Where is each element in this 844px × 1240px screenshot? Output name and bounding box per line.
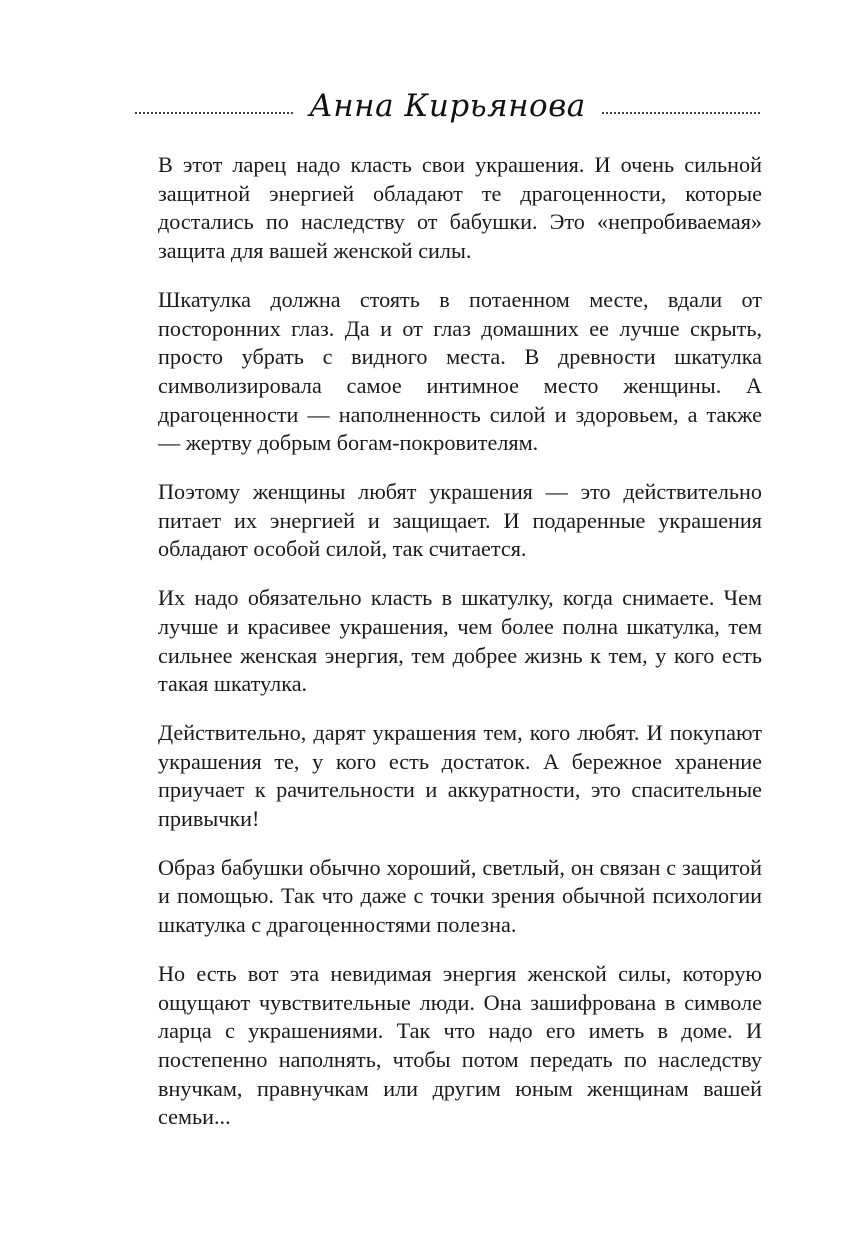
paragraph: Действительно, дарят украшения тем, кого любят. И покупают украшения те, у кого есть достаток. А бережное хранение приучает к рачительности и аккуратности, это спасительные привычки! bbox=[158, 719, 762, 832]
paragraph: Поэтому женщины любят украшения — это действительно питает их энергией и защищает. И подаренные украшения обладают особой силой, так считается. bbox=[158, 479, 762, 562]
running-header bbox=[135, 82, 760, 130]
header-rule-right bbox=[602, 112, 760, 114]
paragraph: В этот ларец надо класть свои украшения. И очень сильной защитной энергией обладают те драгоценности, которые достались по наследству от бабушки. Это «непробиваемая» защита для вашей женской силы. bbox=[158, 152, 762, 264]
header-rule-left bbox=[135, 112, 293, 114]
page-body bbox=[158, 151, 762, 1152]
paragraph: Но есть вот эта невидимая энергия женской силы, которую ощущают чувствительные люди. Она зашифрована в символе ларца с украшениями. Так что надо его иметь в доме. И постепенно наполнять, чтобы потом передать по наследству внучкам, правнучкам или другим юным женщинам вашей семьи... bbox=[158, 960, 762, 1130]
paragraph: Образ бабушки обычно хороший, светлый, он связан с защитой и помощью. Так что даже с точки зрения обычной психологии шкатулка с драгоценностями полезна. bbox=[158, 854, 762, 938]
paragraph: Их надо обязательно класть в шкатулку, когда снимаете. Чем лучше и красивее украшения, чем более полна шкатулка, тем сильнее женская энергия, тем добрее жизнь к тем, у кого есть такая шкатулка. bbox=[158, 585, 762, 697]
paragraph: Шкатулка должна стоять в потаенном месте, вдали от посторонних глаз. Да и от глаз домашних ее лучше скрыть, просто убрать с видного места. В древности шкатулка символизировала самое интимное место женщины. А драгоценности — наполненность силой и здоровьем, а также — жертву добрым богам-покровителям. bbox=[158, 286, 762, 456]
author-name: Анна Кирьянова bbox=[309, 87, 586, 124]
